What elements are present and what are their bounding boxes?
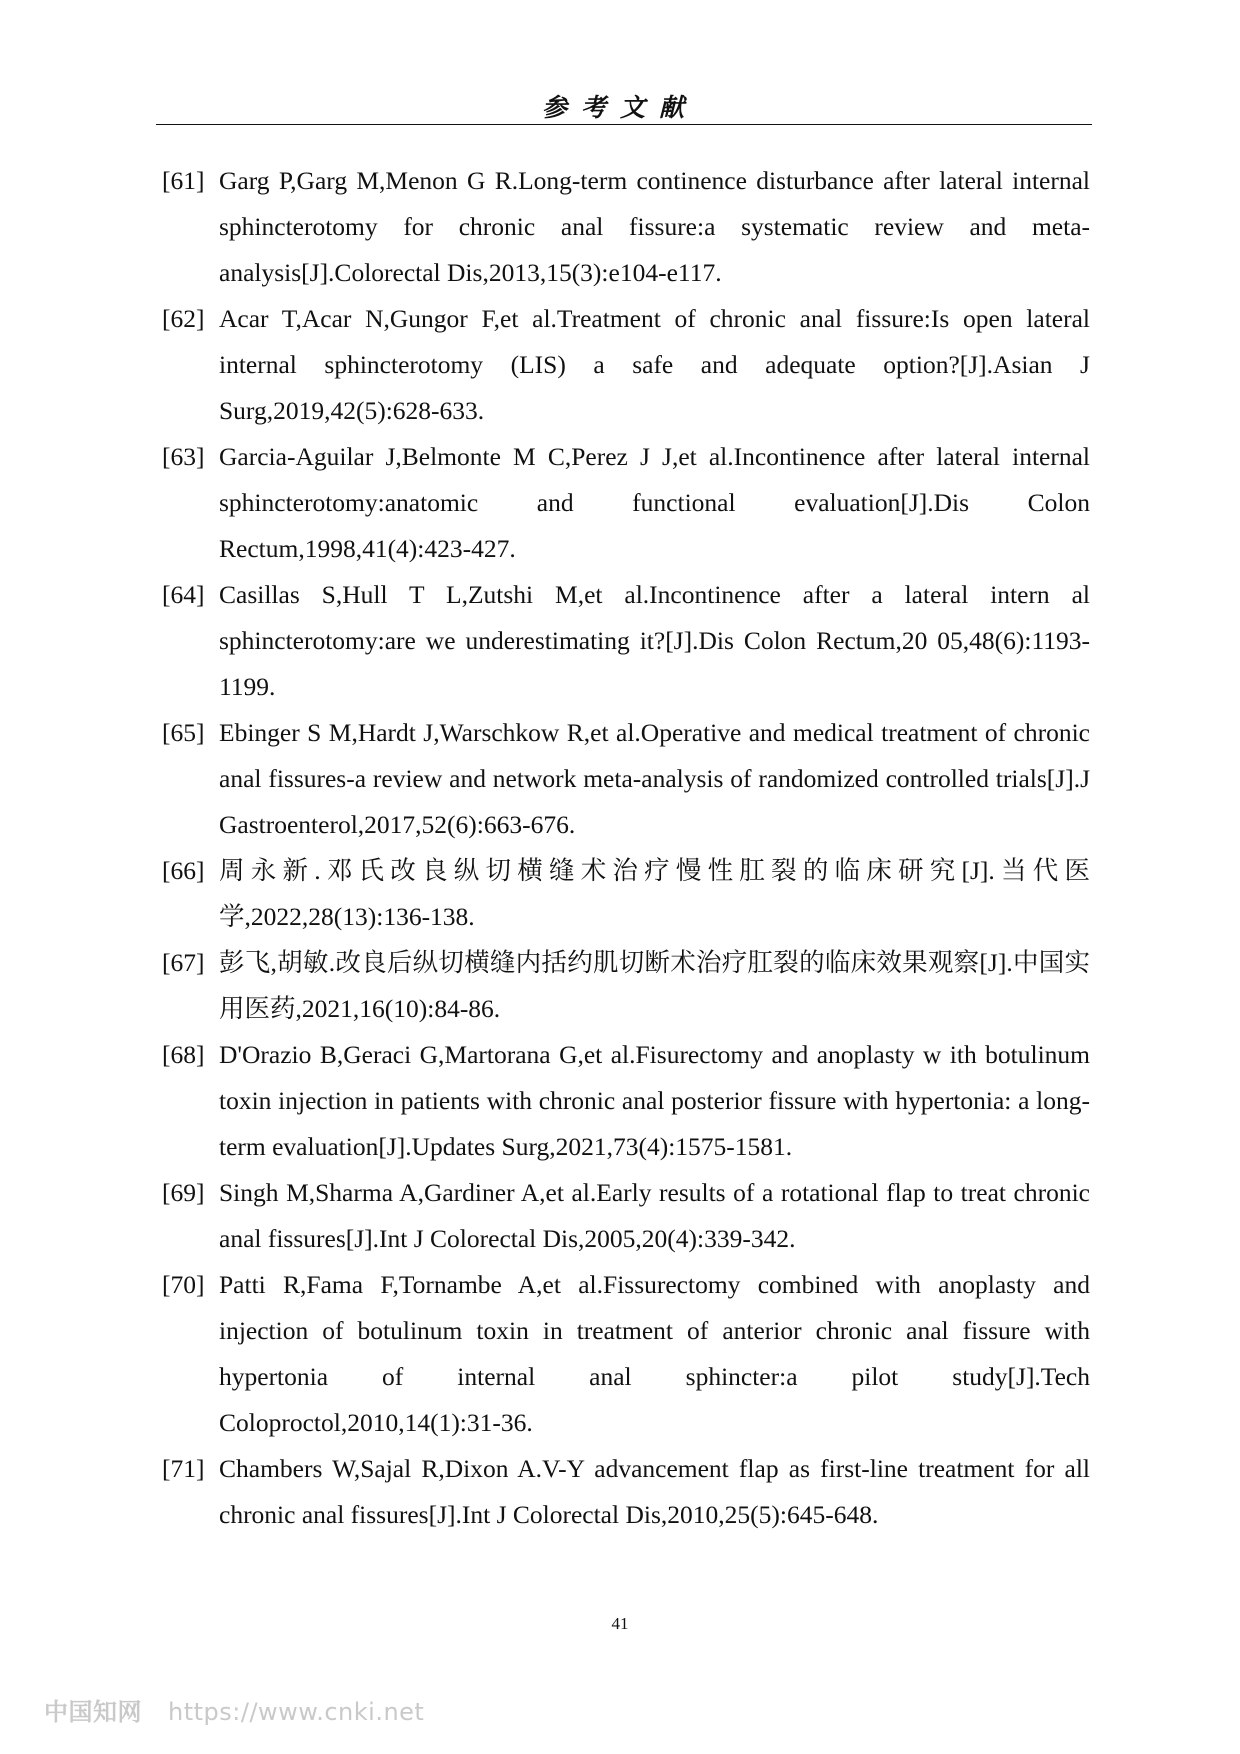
- page-number: 41: [611, 1614, 629, 1633]
- reference-number: [62]: [162, 304, 205, 333]
- reference-number: [71]: [162, 1454, 205, 1483]
- reference-item: [162, 1032, 1090, 1170]
- reference-item: [162, 1262, 1090, 1446]
- cnki-logo: 中国知网: [44, 1698, 142, 1726]
- reference-number: [63]: [162, 442, 205, 471]
- reference-number: [70]: [162, 1270, 205, 1299]
- reference-text: 周永新.邓氏改良纵切横缝术治疗慢性肛裂的临床研究[J].当代医学,2022,28(13):136-138.: [219, 856, 1090, 931]
- reference-text: D'Orazio B,Geraci G,Martorana G,et al.Fisurectomy and anoplasty w ith botulinum toxin injection in patients with chronic anal posterior fissure with hypertonia: a long-term evaluation[J].Updates Surg,2021,73(4):1575-1581.: [219, 1040, 1090, 1161]
- reference-number: [66]: [162, 856, 205, 885]
- reference-number: [68]: [162, 1040, 205, 1069]
- reference-number: [65]: [162, 718, 205, 747]
- reference-number: [67]: [162, 948, 205, 977]
- reference-text: Chambers W,Sajal R,Dixon A.V-Y advancement flap as first-line treatment for all chronic anal fissures[J].Int J Colorectal Dis,2010,25(5):645-648.: [219, 1454, 1090, 1529]
- reference-text: 彭飞,胡敏.改良后纵切横缝内括约肌切断术治疗肛裂的临床效果观察[J].中国实用医药,2021,16(10):84-86.: [219, 948, 1090, 1023]
- cnki-watermark: [44, 1692, 424, 1727]
- header-divider: [156, 124, 1092, 125]
- reference-item: [162, 848, 1090, 940]
- reference-item: [162, 1446, 1090, 1538]
- reference-number: [69]: [162, 1178, 205, 1207]
- reference-text: Acar T,Acar N,Gungor F,et al.Treatment of chronic anal fissure:Is open lateral internal sphincterotomy (LIS) a safe and adequate option?[J].Asian J Surg,2019,42(5):628-633.: [219, 304, 1090, 425]
- reference-text: Casillas S,Hull T L,Zutshi M,et al.Incontinence after a lateral intern al sphincterotomy:are we underestimating it?[J].Dis Colon Rectum,20 05,48(6):1193-1199.: [219, 580, 1090, 701]
- reference-number: [61]: [162, 166, 205, 195]
- reference-number: [64]: [162, 580, 205, 609]
- reference-item: [162, 710, 1090, 848]
- reference-item: [162, 158, 1090, 296]
- page-header-title: 参考文献: [541, 93, 698, 122]
- cnki-url: https://www.cnki.net: [168, 1698, 425, 1726]
- reference-item: [162, 296, 1090, 434]
- reference-list: [162, 158, 1090, 1538]
- reference-item: [162, 1170, 1090, 1262]
- reference-text: Ebinger S M,Hardt J,Warschkow R,et al.Operative and medical treatment of chronic anal fissures-a review and network meta-analysis of randomized controlled trials[J].J Gastroenterol,2017,52(6):663-676.: [219, 718, 1090, 839]
- reference-text: Garg P,Garg M,Menon G R.Long-term continence disturbance after lateral internal sphincterotomy for chronic anal fissure:a systematic review and meta-analysis[J].Colorectal Dis,2013,15(3):e104-e117.: [219, 166, 1090, 287]
- reference-item: [162, 572, 1090, 710]
- reference-text: Singh M,Sharma A,Gardiner A,et al.Early results of a rotational flap to treat chronic anal fissures[J].Int J Colorectal Dis,2005,20(4):339-342.: [219, 1178, 1090, 1253]
- reference-text: Garcia-Aguilar J,Belmonte M C,Perez J J,et al.Incontinence after lateral internal sphincterotomy:anatomic and functional evaluation[J].Dis Colon Rectum,1998,41(4):423-427.: [219, 442, 1090, 563]
- reference-text: Patti R,Fama F,Tornambe A,et al.Fissurectomy combined with anoplasty and injection of botulinum toxin in treatment of anterior chronic anal fissure with hypertonia of internal anal sphincter:a pilot study[J].Tech Coloproctol,2010,14(1):31-36.: [219, 1270, 1090, 1437]
- reference-item: [162, 434, 1090, 572]
- reference-item: [162, 940, 1090, 1032]
